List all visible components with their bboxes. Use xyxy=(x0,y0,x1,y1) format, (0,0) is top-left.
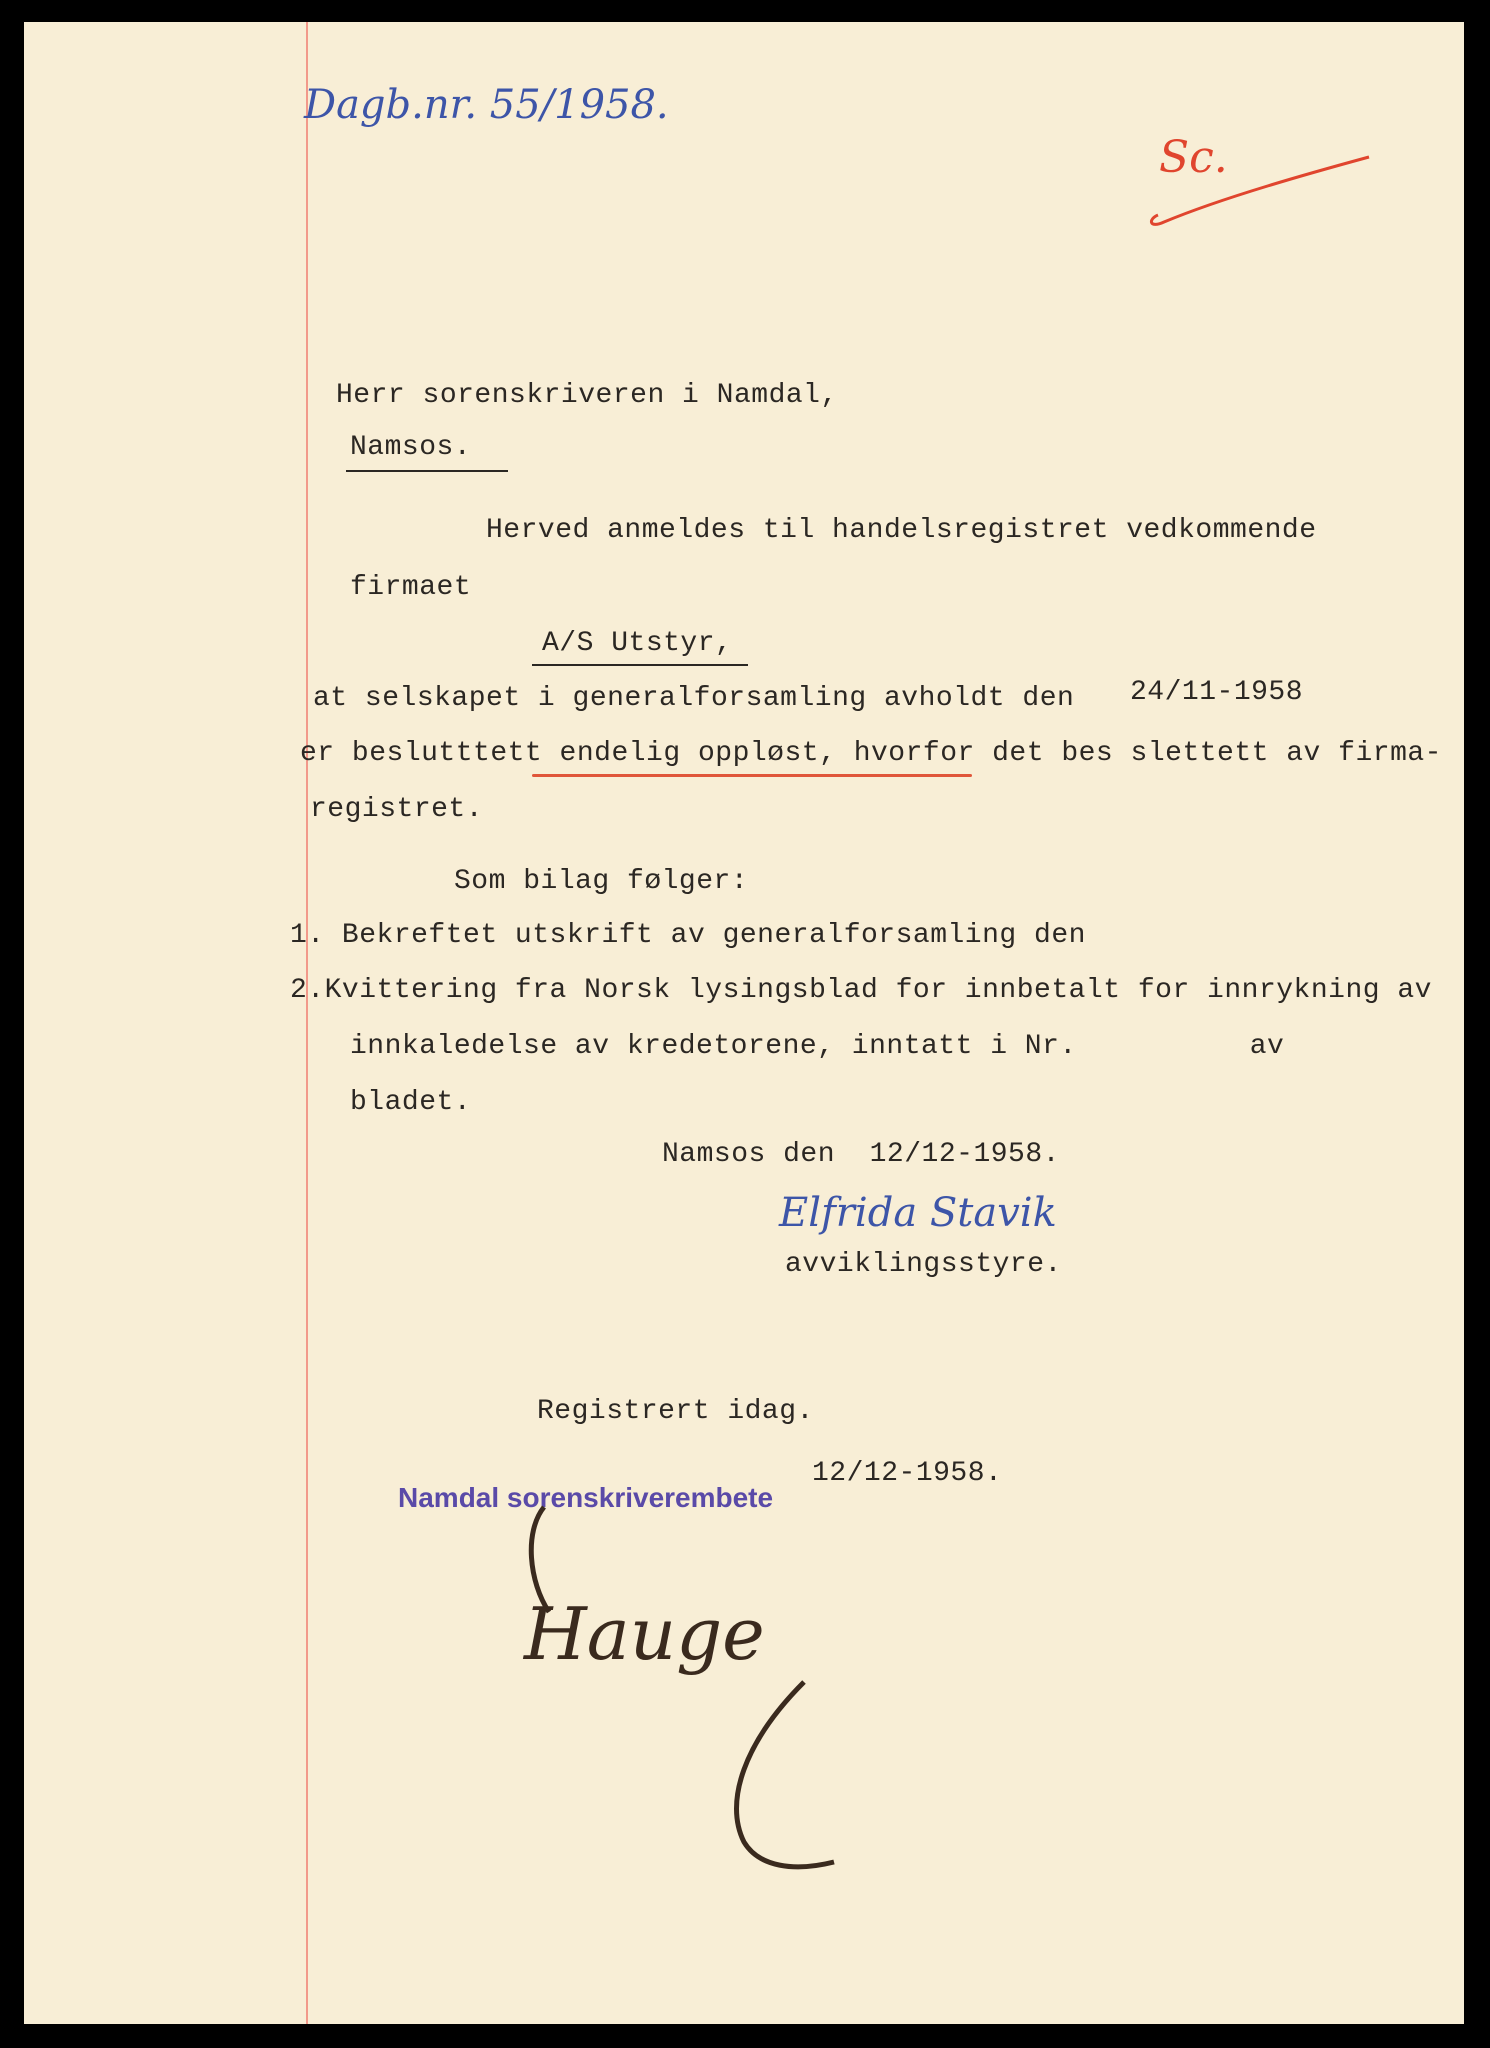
red-underline xyxy=(532,774,972,777)
attachment-2-line-1: 2.Kvittering fra Norsk lysingsblad for innbetalt for innrykning av xyxy=(290,975,1432,1006)
attachment-1: 1. Bekreftet utskrift av generalforsamling den xyxy=(290,920,1086,951)
red-mark-annotation: Sc. xyxy=(1159,132,1228,183)
attachment-2-line-2: innkaledelse av kredetorene, inntatt i Nr. av xyxy=(350,1031,1285,1062)
body-line-3: at selskapet i generalforsamling avholdt den xyxy=(313,683,1075,714)
attachment-2-line-3: bladet. xyxy=(350,1087,472,1118)
company-underline xyxy=(532,664,748,666)
signature: Elfrida Stavik xyxy=(779,1190,1057,1236)
court-stamp: Namdal sorenskriverembete xyxy=(398,1482,774,1513)
paper-sheet xyxy=(24,22,1464,2024)
signer-title: avviklingsstyre. xyxy=(785,1249,1062,1280)
registration-note: Registrert idag. xyxy=(537,1396,814,1427)
addressee: Herr sorenskriveren i Namdal, xyxy=(336,380,838,411)
city-underline xyxy=(346,470,508,472)
body-line-4: er beslutttett endelig oppløst, hvorfor det bes slettett av firma- xyxy=(300,738,1442,769)
journal-number-annotation: Dagb.nr. 55/1958. xyxy=(304,82,669,128)
attachments-heading: Som bilag følger: xyxy=(454,866,749,897)
red-flourish xyxy=(1144,137,1374,237)
body-line-2: firmaet xyxy=(350,572,472,603)
city: Namsos. xyxy=(350,432,472,463)
registration-date: 12/12-1958. xyxy=(812,1458,1003,1489)
company-name: A/S Utstyr, xyxy=(542,628,733,659)
body-line-1: Herved anmeldes til handelsregistret vedkommende xyxy=(486,515,1317,546)
body-line-5: registret. xyxy=(310,794,484,825)
registrar-signature-flourish xyxy=(504,1502,864,1882)
place-date: Namsos den 12/12-1958. xyxy=(662,1139,1060,1170)
registrar-signature: Hauge xyxy=(524,1592,765,1676)
meeting-date: 24/11-1958 xyxy=(1130,677,1304,708)
margin-line xyxy=(306,22,308,2024)
